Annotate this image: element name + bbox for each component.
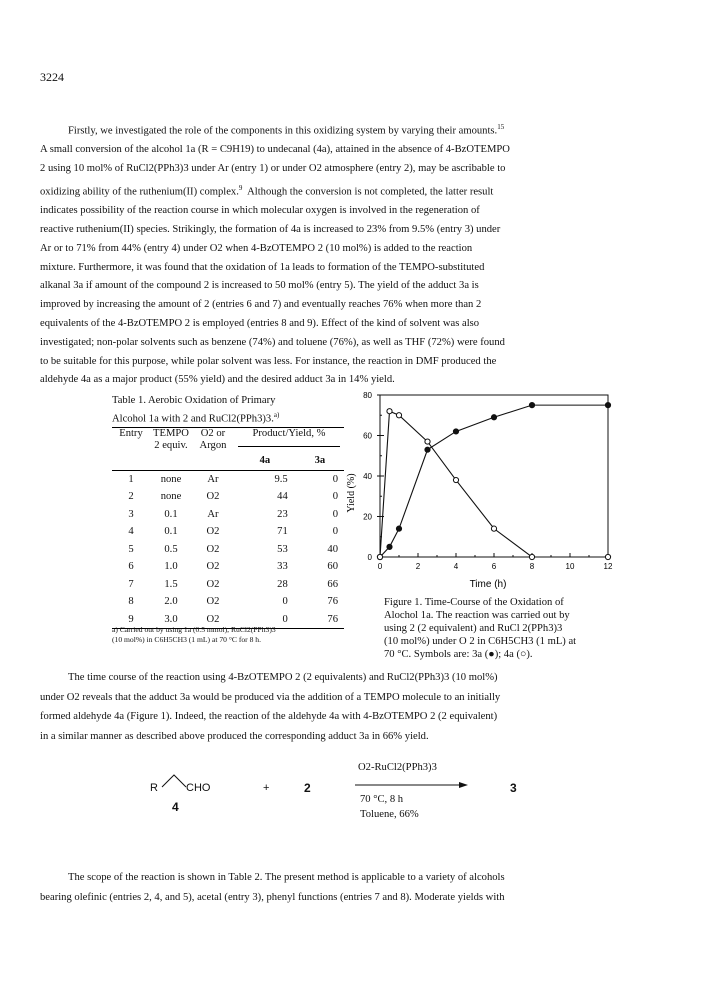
table-cell: 0.1 (164, 508, 178, 520)
para3-line-2: bearing olefinic (entries 2, 4, and 5), acetal (entry 3), phenyl functions (entries 7 and 8). Moderate yields with (40, 891, 505, 903)
table-cell: 66 (327, 578, 338, 590)
table-cell: 2.0 (164, 596, 178, 608)
table-cell: O2 (192, 611, 234, 629)
para1-line-11: equivalents of the 4-BzOTEMPO 2 is employed (entries 8 and 9). Effect of the kind of solvent was also (40, 318, 480, 330)
data-point-4a (387, 409, 392, 414)
table-cell: 60 (327, 561, 338, 573)
x-tick-label: 4 (453, 562, 459, 571)
table-cell: 71 (277, 526, 288, 538)
table1-footnote: a) Carried out by using 1a (0.5 mmol), RuCl2(PPh3)3 (10 mol%) in C6H5CH3 (1 mL) at 70 °C for 8 h. (112, 625, 276, 644)
data-point-3a (529, 403, 534, 408)
para1-line-9: alkanal 3a if amount of the compound 2 is increased to 50 mol% (entry 5). The yield of the adduct 3a is (40, 280, 479, 292)
data-point-4a (529, 554, 534, 559)
x-tick-label: 2 (415, 562, 421, 571)
rxn-product: 3 (510, 781, 517, 795)
para2-line-2: under O2 reveals that the adduct 3a would be produced via the addition of a TEMPO molecule to an initially (40, 691, 501, 703)
table-cell: 1 (128, 473, 134, 485)
rxn-conditions-below-1: 70 °C, 8 h (360, 794, 404, 805)
series-line-3a (380, 405, 608, 557)
para2-line-1: The time course of the reaction using 4-BzOTEMPO 2 (2 equivalents) and RuCl2(PPh3)3 (10 mol%) (68, 672, 498, 683)
figure1-chart (340, 385, 630, 595)
x-tick-label: 12 (603, 562, 613, 571)
para1-line-8: mixture. Furthermore, it was found that the oxidation of 1a leads to formation of the TEMPO-substituted (40, 261, 485, 273)
table-row (112, 593, 344, 611)
para2-line-4: in a similar manner as described above produced the corresponding adduct 3a in 66% yield. (40, 730, 429, 742)
table-cell: O2 (206, 491, 220, 503)
table1-col-3a: 3a (296, 452, 344, 470)
para1-line-2: A small conversion of the alcohol 1a (R = C9H19) to undecanal (4a), attained in the absence of 4-BzOTEMPO (40, 144, 510, 156)
para1-line-14: aldehyde 4a as a major product (55% yield) and the desired adduct 3a in 14% yield. (40, 374, 395, 386)
y-tick-label: 80 (363, 391, 372, 400)
data-point-4a (377, 554, 382, 559)
page-number: 3224 (40, 70, 64, 84)
table-row (112, 558, 344, 576)
data-point-3a (425, 447, 430, 452)
table1-header-atmosphere: O2 or Argon (192, 428, 234, 453)
table-cell: O2 (206, 596, 220, 608)
table-cell: O2 (206, 578, 220, 590)
series-line-4a (380, 411, 608, 557)
para3-line-1: The scope of the reaction is shown in Table 2. The present method is applicable to a variety of alcohols (68, 872, 505, 883)
data-point-4a (453, 477, 458, 482)
table-row (112, 470, 344, 488)
table1-header-entry: Entry (112, 428, 150, 453)
table1-body (112, 470, 344, 629)
table-cell: O2 (206, 561, 220, 573)
table-cell: 1.5 (164, 578, 178, 590)
table-cell: 0.5 (164, 543, 178, 555)
table-row (112, 576, 344, 594)
table-cell: 0 (282, 596, 288, 608)
table-row (112, 541, 344, 559)
rxn-sm-number: 4 (172, 800, 179, 814)
y-tick-label: 60 (363, 431, 372, 441)
table-cell: 3.0 (150, 611, 192, 629)
data-point-4a (491, 526, 496, 531)
data-point-4a (605, 554, 610, 559)
table-cell: 44 (277, 491, 288, 503)
chart-axes (363, 391, 613, 571)
para1-line-12: investigated; non-polar solvents such as benzene (74%) and toluene (76%), as well as THF (72%) were found (40, 336, 505, 348)
data-point-4a (425, 439, 430, 444)
table1-caption: Table 1. Aerobic Oxidation of Primary Alcohol 1a with 2 and RuCl2(PPh3)3.$^{a)}$ (112, 395, 280, 425)
figure1-caption: Figure 1. Time-Course of the Oxidation of Alochol 1a. The reaction was carried out by using 2 (2 equivalent) and RuCl 2(PPh3)3 (10 mol%) under O 2 in C6H5CH3 (1 mL) at 70 °C. Symbols are: 3a (●); 4a (○). (384, 597, 577, 660)
table1-header-product: Product/Yield, % (234, 428, 344, 453)
table-cell: 0 (332, 473, 338, 485)
reaction-scheme (0, 740, 711, 840)
table-cell: 0 (332, 508, 338, 520)
para1-line-6: reactive ruthenium(II) species. Strikingly, the formation of 4a is increased to 23% from 9.5% (entry 3) under (40, 224, 501, 236)
para1-line-3: 2 using 10 mol% of RuCl2(PPh3)3 under Ar (entry 1) or under O2 atmosphere (entry 2), may be ascribable to (40, 163, 506, 175)
table-cell: 4 (128, 526, 134, 538)
table-cell: 0 (234, 611, 296, 629)
data-point-3a (387, 544, 392, 549)
table1 (112, 427, 344, 629)
table-cell: 2 (128, 491, 134, 503)
table-cell: 1.0 (164, 561, 178, 573)
table-cell: 5 (128, 543, 134, 555)
data-point-3a (396, 526, 401, 531)
x-tick-label: 8 (529, 562, 535, 571)
para2-line-3: formed aldehyde 4a (Figure 1). Indeed, the reaction of the aldehyde 4a with 4-BzOTEMPO 2 (2 equivalent) (40, 711, 498, 722)
table-cell: 76 (296, 611, 344, 629)
table-cell: 28 (277, 578, 288, 590)
data-point-4a (396, 413, 401, 418)
table-cell: Ar (207, 473, 219, 485)
table-cell: 8 (128, 596, 134, 608)
table-cell: 9.5 (274, 473, 288, 485)
x-axis-label: Time (h) (469, 579, 507, 590)
para1-line-1: Firstly, we investigated the role of the components in this oxidizing system by varying their amounts.$^{15}$ (68, 123, 505, 137)
table-cell: 0 (332, 491, 338, 503)
x-tick-label: 0 (377, 562, 383, 571)
y-tick-label: 20 (363, 512, 372, 522)
para1-line-10: improved by increasing the amount of 2 (entries 6 and 7) and eventually reaches 76% when more than 2 (40, 299, 482, 311)
table-cell: 23 (277, 508, 288, 520)
table-cell: none (160, 473, 182, 485)
y-axis-label: Yield (%) (346, 473, 357, 513)
paragraph-3 (40, 868, 672, 907)
para1-line-5: indicates possibility of the reaction course in which molecular oxygen is involved in the regeneration of (40, 205, 480, 217)
table-cell: none (160, 491, 182, 503)
table-cell: 3 (128, 508, 134, 520)
open-circle-icon: ○ (519, 649, 527, 660)
table-cell: O2 (206, 543, 220, 555)
rxn-reagent: 2 (304, 781, 311, 795)
table-cell: 9 (112, 611, 150, 629)
para1-line-7: Ar or to 71% from 44% (entry 4) under O2 when 4-BzOTEMPO 2 (10 mol%) is added to the reaction (40, 242, 473, 254)
rxn-cho-label: CHO (186, 782, 211, 794)
table-row (112, 488, 344, 506)
table-row (112, 506, 344, 524)
rxn-conditions-below-2: Toluene, 66% (360, 809, 419, 820)
y-tick-label: 0 (367, 553, 372, 562)
y-tick-label: 40 (363, 472, 372, 481)
rxn-conditions-above: O2-RuCl2(PPh3)3 (358, 762, 437, 773)
table-cell: 33 (277, 561, 288, 573)
table-cell: 76 (327, 596, 338, 608)
table-cell: Ar (207, 508, 219, 520)
table1-header-tempo: TEMPO 2 equiv. (150, 428, 192, 453)
table-row (112, 523, 344, 541)
table-cell: 0 (332, 526, 338, 538)
x-tick-label: 10 (565, 562, 575, 571)
data-point-3a (491, 415, 496, 420)
data-point-3a (453, 429, 458, 434)
chart-series (377, 403, 610, 560)
x-tick-label: 6 (491, 562, 497, 571)
table-cell: 7 (128, 578, 134, 590)
rxn-plus: + (263, 782, 270, 794)
reaction-arrow-icon (355, 780, 470, 790)
table1-col-4a: 4a (234, 452, 296, 470)
rxn-r-label: R (150, 782, 158, 794)
table-cell: 6 (128, 561, 134, 573)
filled-circle-icon: ● (488, 649, 495, 660)
table-cell: 53 (277, 543, 288, 555)
para1-line-13: to be suitable for this purpose, while polar solvent was less. For instance, the reaction in DMF produced the (40, 355, 497, 367)
table-cell: 0.1 (164, 526, 178, 538)
table-cell: O2 (206, 526, 220, 538)
para1-line-4: oxidizing ability of the ruthenium(II) complex.$^9$ Although the conversion is not completed, the latter result (40, 183, 494, 198)
paragraph-1 (40, 118, 672, 390)
table-cell: 40 (327, 543, 338, 555)
data-point-3a (605, 403, 610, 408)
paragraph-2 (40, 668, 672, 746)
